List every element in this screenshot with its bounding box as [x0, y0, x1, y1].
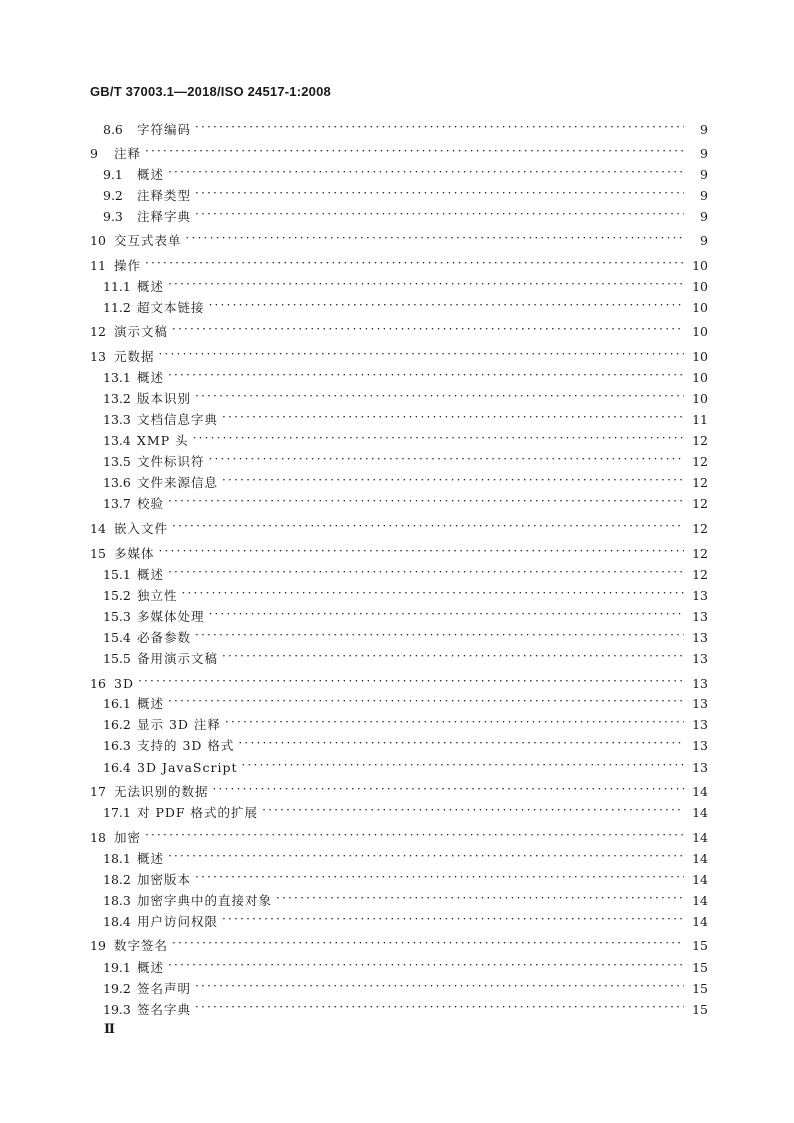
toc-dot-leader — [195, 632, 684, 642]
toc-entry-page: 14 — [692, 850, 708, 866]
toc-entry[interactable] — [90, 674, 708, 692]
toc-entry-number: 10 — [90, 232, 106, 248]
toc-dot-leader — [168, 962, 684, 972]
toc-entry-page: 14 — [692, 783, 708, 799]
toc-entry-title: 概述 — [137, 167, 165, 182]
toc-entry-title: 无法识别的数据 — [114, 784, 209, 799]
toc-entry-page: 12 — [692, 432, 708, 448]
toc-dot-leader — [193, 435, 684, 445]
toc-entry-number: 16 — [90, 675, 106, 691]
toc-entry-page: 15 — [692, 1001, 708, 1017]
toc-entry-page: 9 — [700, 166, 708, 182]
toc-entry-title: 字符编码 — [137, 122, 192, 137]
toc-entry-title: 文档信息字典 — [137, 412, 219, 427]
toc-entry-page: 12 — [692, 520, 708, 536]
toc-entry-number: 13.6 — [103, 474, 131, 490]
toc-entry-number: 17 — [90, 783, 106, 799]
toc-entry-title: 支持的 3D 格式 — [137, 738, 235, 753]
toc-dot-leader — [168, 498, 684, 508]
toc-entry-title: 独立性 — [137, 588, 178, 603]
toc-entry-number: 13.1 — [103, 369, 131, 385]
toc-entry-title: 概述 — [137, 370, 165, 385]
toc-entry[interactable] — [90, 803, 708, 821]
toc-entry[interactable] — [90, 979, 708, 997]
toc-entry-page: 14 — [692, 829, 708, 845]
toc-dot-leader — [195, 983, 684, 993]
toc-entry[interactable] — [90, 186, 708, 204]
toc-entry-title: XMP 头 — [137, 433, 189, 448]
toc-entry[interactable] — [90, 628, 708, 646]
toc-dot-leader — [222, 477, 684, 487]
toc-entry-page: 13 — [692, 759, 708, 775]
toc-entry[interactable] — [90, 1000, 708, 1018]
toc-entry-number: 15.5 — [103, 650, 131, 666]
toc-entry-page: 10 — [692, 323, 708, 339]
toc-entry-number: 9.1 — [103, 166, 123, 182]
toc-entry-title: 注释 — [114, 146, 142, 161]
toc-dot-leader — [195, 1004, 684, 1014]
toc-entry-number: 16.4 — [103, 759, 131, 775]
toc-entry-title: 概述 — [137, 567, 165, 582]
toc-entry[interactable] — [90, 958, 708, 976]
toc-entry[interactable] — [90, 758, 708, 776]
toc-entry-number: 16.3 — [103, 737, 131, 753]
toc-entry-page: 10 — [692, 257, 708, 273]
toc-entry-title: 嵌入文件 — [114, 521, 169, 536]
toc-dot-leader — [195, 393, 684, 403]
toc-entry-page: 13 — [692, 587, 708, 603]
toc-dot-leader — [172, 523, 684, 533]
toc-entry-number: 12 — [90, 323, 106, 339]
toc-entry-title: 交互式表单 — [114, 233, 182, 248]
toc-entry-title: 加密 — [114, 830, 142, 845]
toc-entry[interactable] — [90, 207, 708, 225]
toc-dot-leader — [168, 169, 684, 179]
toc-entry-number: 15.4 — [103, 629, 131, 645]
toc-entry-page: 13 — [692, 675, 708, 691]
toc-dot-leader — [168, 698, 684, 708]
toc-entry-number: 11.1 — [103, 278, 131, 294]
toc-dot-leader — [168, 372, 684, 382]
toc-entry[interactable] — [90, 715, 708, 733]
toc-entry[interactable] — [90, 912, 708, 930]
toc-entry-number: 19 — [90, 937, 106, 953]
toc-entry-title: 3D — [114, 675, 134, 691]
toc-entry-page: 9 — [700, 187, 708, 203]
page-number: Ⅱ — [104, 1022, 115, 1037]
toc-entry[interactable] — [90, 277, 708, 295]
toc-entry-page: 14 — [692, 892, 708, 908]
toc-entry[interactable] — [90, 828, 708, 846]
toc-entry-title: 文件标识符 — [137, 454, 205, 469]
toc-entry[interactable] — [90, 298, 708, 316]
toc-entry-title: 注释类型 — [137, 188, 192, 203]
toc-entry-title: 签名声明 — [137, 981, 192, 996]
toc-dot-leader — [168, 853, 684, 863]
toc-entry-title: 多媒体 — [114, 546, 155, 561]
toc-entry[interactable] — [90, 586, 708, 604]
toc-dot-leader — [172, 940, 684, 950]
toc-entry[interactable] — [90, 473, 708, 491]
toc-entry[interactable] — [90, 519, 708, 537]
toc-entry-page: 14 — [692, 913, 708, 929]
toc-dot-leader — [238, 740, 684, 750]
toc-entry-number: 18.2 — [103, 871, 131, 887]
toc-dot-leader — [209, 302, 684, 312]
toc-entry-page: 9 — [700, 208, 708, 224]
toc-entry[interactable] — [90, 120, 708, 138]
toc-entry-number: 13.4 — [103, 432, 131, 448]
toc-dot-leader — [225, 719, 684, 729]
toc-entry-title: 加密字典中的直接对象 — [137, 893, 273, 908]
toc-entry-page: 13 — [692, 629, 708, 645]
toc-entry-page: 13 — [692, 608, 708, 624]
toc-entry[interactable] — [90, 607, 708, 625]
toc-entry-number: 18.4 — [103, 913, 131, 929]
toc-entry-number: 16.2 — [103, 716, 131, 732]
toc-entry-page: 10 — [692, 278, 708, 294]
toc-entry[interactable] — [90, 144, 708, 162]
toc-entry-number: 9 — [90, 145, 98, 161]
toc-dot-leader — [138, 678, 684, 688]
toc-dot-leader — [209, 456, 684, 466]
toc-dot-leader — [276, 895, 684, 905]
toc-entry[interactable] — [90, 347, 708, 365]
toc-entry-title: 操作 — [114, 258, 142, 273]
toc-entry-page: 12 — [692, 474, 708, 490]
toc-dot-leader — [195, 211, 684, 221]
toc-entry[interactable] — [90, 410, 708, 428]
toc-entry-title: 签名字典 — [137, 1002, 192, 1017]
toc-entry-page: 9 — [700, 232, 708, 248]
toc-entry-title: 校验 — [137, 496, 165, 511]
toc-entry-number: 13.7 — [103, 495, 131, 511]
toc-entry-number: 13.5 — [103, 453, 131, 469]
toc-entry-number: 15.2 — [103, 587, 131, 603]
toc-entry[interactable] — [90, 649, 708, 667]
toc-entry-number: 16.1 — [103, 695, 131, 711]
toc-dot-leader — [145, 148, 684, 158]
toc-entry-title: 备用演示文稿 — [137, 651, 219, 666]
toc-entry[interactable] — [90, 782, 708, 800]
toc-entry-title: 概述 — [137, 960, 165, 975]
toc-entry-number: 15.3 — [103, 608, 131, 624]
toc-entry-number: 9.2 — [103, 187, 123, 203]
toc-entry-number: 13.3 — [103, 411, 131, 427]
toc-entry-page: 10 — [692, 369, 708, 385]
toc-entry-page: 12 — [692, 453, 708, 469]
toc-entry-title: 注释字典 — [137, 209, 192, 224]
standard-header: GB/T 37003.1—2018/ISO 24517-1:2008 — [90, 84, 331, 99]
toc-entry-page: 13 — [692, 716, 708, 732]
toc-entry[interactable] — [90, 694, 708, 712]
toc-entry-page: 15 — [692, 959, 708, 975]
toc-entry-page: 10 — [692, 390, 708, 406]
toc-entry[interactable] — [90, 849, 708, 867]
toc-entry-page: 15 — [692, 980, 708, 996]
toc-entry-page: 10 — [692, 299, 708, 315]
toc-dot-leader — [145, 260, 684, 270]
toc-entry[interactable] — [90, 165, 708, 183]
toc-entry-title: 超文本链接 — [137, 300, 205, 315]
toc-entry-title: 加密版本 — [137, 872, 192, 887]
toc-dot-leader — [262, 807, 684, 817]
toc-entry[interactable] — [90, 494, 708, 512]
toc-dot-leader — [195, 124, 684, 134]
toc-entry-page: 12 — [692, 566, 708, 582]
toc-entry-title: 数字签名 — [114, 938, 169, 953]
toc-entry-number: 11 — [90, 257, 106, 273]
toc-entry[interactable] — [90, 431, 708, 449]
toc-entry-page: 9 — [700, 121, 708, 137]
toc-entry-number: 15 — [90, 545, 106, 561]
toc-dot-leader — [145, 832, 684, 842]
toc-dot-leader — [213, 786, 684, 796]
toc-entry-title: 3D JavaScript — [137, 759, 238, 775]
toc-entry-number: 9.3 — [103, 208, 123, 224]
toc-entry-number: 11.2 — [103, 299, 131, 315]
toc-entry-page: 13 — [692, 737, 708, 753]
toc-entry-page: 10 — [692, 348, 708, 364]
toc-dot-leader — [195, 190, 684, 200]
toc-entry-title: 对 PDF 格式的扩展 — [137, 805, 259, 820]
toc-entry-page: 14 — [692, 871, 708, 887]
toc-entry-page: 12 — [692, 495, 708, 511]
toc-entry[interactable] — [90, 736, 708, 754]
toc-entry-number: 14 — [90, 520, 106, 536]
toc-entry-title: 显示 3D 注释 — [137, 717, 221, 732]
toc-entry[interactable] — [90, 322, 708, 340]
toc-entry-number: 18 — [90, 829, 106, 845]
toc-entry[interactable] — [90, 544, 708, 562]
toc-dot-leader — [209, 611, 684, 621]
toc-dot-leader — [242, 762, 685, 772]
toc-entry-title: 元数据 — [114, 349, 155, 364]
toc-entry[interactable] — [90, 452, 708, 470]
toc-entry[interactable] — [90, 368, 708, 386]
toc-entry-title: 概述 — [137, 696, 165, 711]
toc-entry-title: 文件来源信息 — [137, 475, 219, 490]
toc-entry-number: 19.3 — [103, 1001, 131, 1017]
toc-entry[interactable] — [90, 256, 708, 274]
toc-dot-leader — [182, 590, 684, 600]
toc-dot-leader — [195, 874, 684, 884]
toc-entry[interactable] — [90, 936, 708, 954]
toc-dot-leader — [222, 916, 684, 926]
toc-dot-leader — [168, 281, 684, 291]
toc-entry-title: 概述 — [137, 851, 165, 866]
toc-dot-leader — [159, 351, 684, 361]
toc-entry-page: 14 — [692, 804, 708, 820]
toc-entry-page: 12 — [692, 545, 708, 561]
toc-entry-number: 18.3 — [103, 892, 131, 908]
toc-entry-number: 17.1 — [103, 804, 131, 820]
toc-dot-leader — [222, 653, 684, 663]
toc-entry-page: 13 — [692, 650, 708, 666]
toc-entry-title: 用户访问权限 — [137, 914, 219, 929]
toc-entry[interactable] — [90, 870, 708, 888]
toc-entry-number: 19.2 — [103, 980, 131, 996]
toc-dot-leader — [168, 569, 684, 579]
toc-entry-number: 19.1 — [103, 959, 131, 975]
toc-entry-title: 多媒体处理 — [137, 609, 205, 624]
toc-dot-leader — [186, 235, 684, 245]
toc-entry-number: 15.1 — [103, 566, 131, 582]
toc-entry[interactable] — [90, 231, 708, 249]
toc-entry-title: 必备参数 — [137, 630, 192, 645]
toc-dot-leader — [222, 414, 684, 424]
toc-entry[interactable] — [90, 389, 708, 407]
toc-entry-title: 版本识别 — [137, 391, 192, 406]
toc-dot-leader — [172, 326, 684, 336]
toc-entry-number: 13 — [90, 348, 106, 364]
toc-entry-number: 18.1 — [103, 850, 131, 866]
toc-entry[interactable] — [90, 891, 708, 909]
toc-entry-number: 8.6 — [103, 121, 123, 137]
toc-entry-page: 9 — [700, 145, 708, 161]
toc-entry-title: 演示文稿 — [114, 324, 169, 339]
toc-entry-page: 11 — [692, 411, 708, 427]
toc-entry-page: 15 — [692, 937, 708, 953]
toc-entry-title: 概述 — [137, 279, 165, 294]
toc-entry-number: 13.2 — [103, 390, 131, 406]
toc-dot-leader — [159, 548, 684, 558]
toc-entry-page: 13 — [692, 695, 708, 711]
toc-entry[interactable] — [90, 565, 708, 583]
